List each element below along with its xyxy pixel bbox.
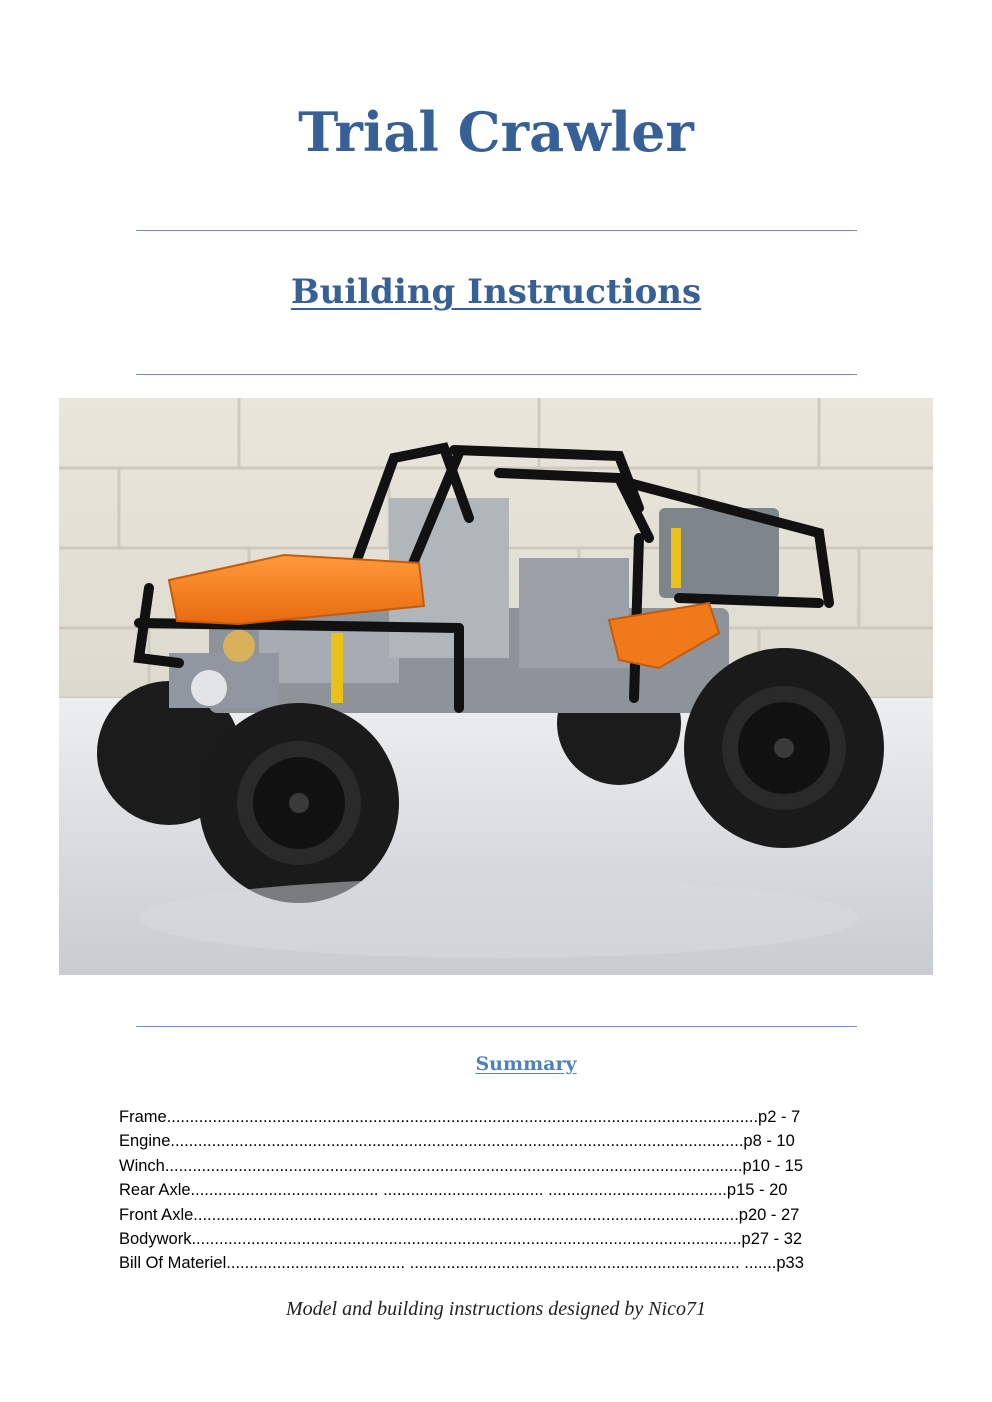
toc-item[interactable]: Winch..............................................................................................................................p10 - 15 (119, 1156, 804, 1175)
divider-bottom (136, 1026, 857, 1027)
toc-item[interactable]: Front Axle.......................................................................................................................p20 - 27 (119, 1205, 800, 1224)
crawler-illustration (59, 398, 933, 975)
toc-item[interactable]: Bill Of Materiel....................................... ........................................................................ .......p33 (119, 1254, 804, 1273)
divider-top (136, 230, 857, 231)
vehicle-photo (59, 398, 933, 975)
summary-heading: Summary (475, 1053, 577, 1075)
credits-footer: Model and building instructions designed by Nico71 (286, 1298, 706, 1320)
toc-item[interactable]: Bodywork........................................................................................................................p27 - 32 (119, 1229, 803, 1248)
document-subtitle: Building Instructions (290, 272, 702, 312)
divider-middle (136, 374, 857, 375)
toc-item[interactable]: Frame.................................................................................................................................p2 - 7 (119, 1108, 801, 1126)
toc-item[interactable]: Engine.............................................................................................................................p8 - 10 (119, 1132, 795, 1151)
table-of-contents (119, 1105, 879, 1276)
toc-item[interactable]: Rear Axle......................................... ................................... .......................................p15 - 20 (119, 1181, 788, 1200)
document-title: Trial Crawler (298, 100, 694, 164)
